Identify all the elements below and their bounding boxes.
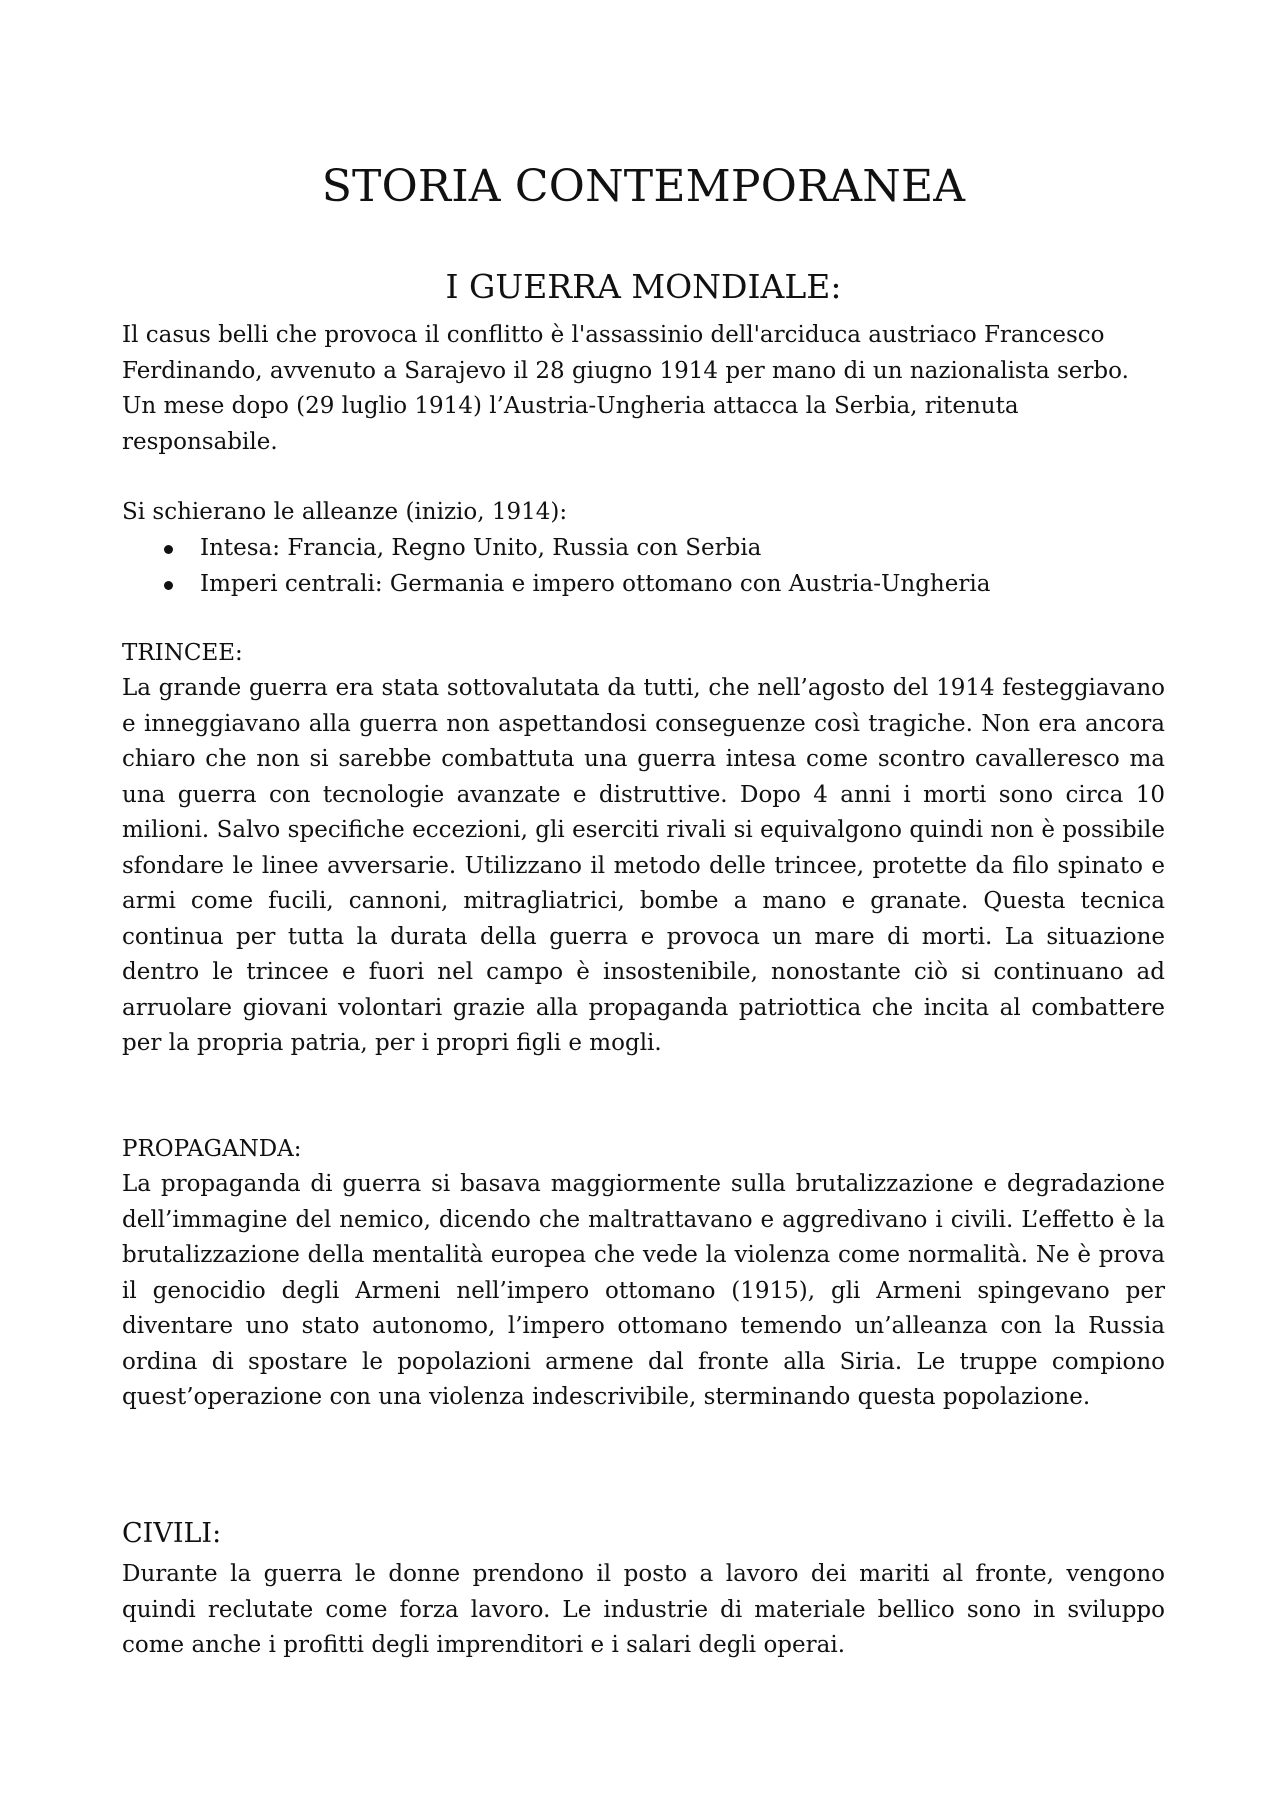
list-item [122,531,1165,567]
alliance-entente: Intesa: Francia, Regno Unito, Russia con Serbia [200,535,762,561]
section-heading-civili: CIVILI: [122,1518,222,1549]
intro-paragraph: Il casus belli che provoca il conflitto è l'assassinio dell'arciduca austriaco Francesco Ferdinando, avvenuto a Sarajevo il 28 giugno 1914 per mano di un nazionalista serbo. Un mese dopo (29 luglio 1914) l’Austria-Ungheria attacca la Serbia, ritenuta responsabile. [122,322,1129,455]
section-heading-trincee: TRINCEE: [122,640,243,666]
section-body-propaganda: La propaganda di guerra si basava maggiormente sulla brutalizzazione e degradazione dell’immagine del nemico, dicendo che maltrattavano e aggredivano i civili. L’effetto è la brutalizzazione della mentalità europea che vede la violenza come normalità. Ne è prova il genocidio degli Armeni nell’impero ottomano (1915), gli Armeni spingevano per diventare uno stato autonomo, l’impero ottomano temendo un’alleanza con la Russia ordina di spostare le popolazioni armene dal fronte alla Siria. Le truppe compiono quest’operazione con una violenza indescrivibile, sterminando questa popolazione. [122,1171,1165,1410]
alliance-central-powers: Imperi centrali: Germania e impero ottomano con Austria-Ungheria [200,570,991,597]
section-heading-propaganda: PROPAGANDA: [122,1136,302,1162]
section-body-trincee: La grande guerra era stata sottovalutata da tutti, che nell’agosto del 1914 festeggiavano e inneggiavano alla guerra non aspettandosi conseguenze così tragiche. Non era ancora chiaro che non si sarebbe combattuta una guerra intesa come scontro cavalleresco ma una guerra con tecnologie avanzate e distruttive. Dopo 4 anni i morti sono circa 10 milioni. Salvo specifiche eccezioni, gli eserciti rivali si equivalgono quindi non è possibile sfondare le linee avversarie. Utilizzano il metodo delle trincee, protette da filo spinato e armi come fucili, cannoni, mitragliatrici, bombe a mano e granate. Questa tecnica continua per tutta la durata della guerra e provoca un mare di morti. La situazione dentro le trincee e fuori nel campo è insostenibile, nonostante ciò si continuano ad arruolare giovani volontari grazie alla propaganda patriottica che incita al combattere per la propria patria, per i propri figli e mogli. [122,675,1165,1056]
bullet-icon [164,545,173,554]
chapter-title: I GUERRA MONDIALE: [445,267,842,306]
list-item [122,567,1165,603]
alliances-intro: Si schierano le alleanze (inizio, 1914): [122,499,568,525]
bullet-icon [164,581,173,590]
section-body-civili: Durante la guerra le donne prendono il posto a lavoro dei mariti al fronte, vengono quindi reclutate come forza lavoro. Le industrie di materiale bellico sono in sviluppo come anche i profitti degli imprenditori e i salari degli operai. [122,1561,1165,1658]
alliances-list [122,531,1165,602]
document-title: STORIA CONTEMPORANEA [321,161,966,212]
